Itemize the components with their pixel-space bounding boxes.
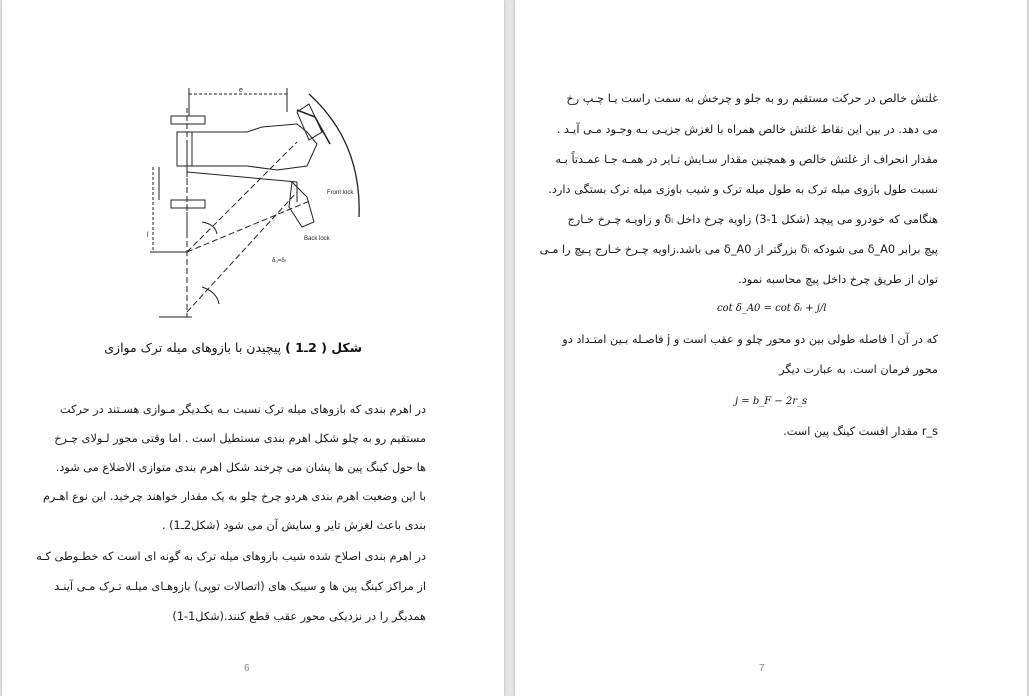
text-line-6: پیچ برابر δ_A0 می شودکه δᵢ بزرگتر از δ_A0 می باشد.زاویه چـرخ خـارج پـیچ را مـی (539, 243, 938, 256)
caption-text: پیچیدن با بازوهای میله ترک موازی (104, 340, 282, 355)
angle-label: δ₀=δᵢ (272, 258, 286, 264)
dim-l-label: l (147, 232, 149, 239)
formula-j: j = b_F − 2r_s (735, 396, 808, 407)
text-line-9: محور فرمان است. به عبارت دیگر (779, 363, 938, 376)
text-line-8: که در آن l فاصله طولی بین دو محور چلو و عقب است و j فاصـله بـین امتـداد دو (562, 333, 938, 346)
text-line-2: می دهد. در بین این نقاط غلتش خالص همراه با لغزش جزیـی بـه وجـود مـی آیـد . (556, 123, 938, 136)
front-lock-label: Front lock (327, 190, 354, 196)
right-page (515, 0, 1027, 696)
steering-linkage-figure (147, 82, 372, 322)
text-line-7: توان از طریق چرخ داخل پیچ محاسبه نمود. (738, 273, 938, 286)
text-line-10: r_s مقدار افست کینگ پین است. (783, 425, 938, 438)
text-line-4: نسبت طول بازوی میله ترک به طول میله ترک و شیب باوزی میله ترک بستگی دارد. (548, 183, 938, 196)
text-line-5: هنگامی که خودرو می پیچد (شکل 1-3) زاویه چرخ داخل δᵢ و زاویـه چـرخ خـارج (567, 213, 938, 226)
caption-prefix: شکل ( 2ـ1 ) (285, 340, 362, 355)
paragraph-2-line-2: از مراکز کینگ پین ها و سیبک های (اتصالات توپی) بازوهـای میلـه تـرک مـی آینـد (54, 580, 426, 593)
paragraph-1-line-5: بندی باعث لغزش تایر و سایش آن می شود (شکل2ـ1) . (161, 519, 426, 532)
paragraph-1-line-4: با این وضعیت اهرم بندی هردو چرخ چلو به یک مقدار خواهند چرخید. این نوع اهـرم (42, 490, 426, 503)
paragraph-1-line-1: در اهرم بندی که بازوهای میله ترک نسبت بـه یکـدیگر مـوازی هسـتند در حرکت (59, 403, 426, 416)
formula-cot: cot δ_A0 = cot δᵢ + j/l (717, 303, 827, 314)
paragraph-1-line-3: ها حول کینگ پین ها پشان می چرخند شکل اهرم بندی متوازی الاضلاع می شود. (55, 461, 426, 474)
page-number: 7 (759, 663, 765, 674)
dim-e-label: e (239, 87, 243, 94)
paragraph-2-line-3: همدیگر را در نزدیکی محور عقب قطع کنند.(شکل1-1) (172, 610, 426, 623)
figure-caption (104, 340, 362, 355)
back-lock-label: Back lock (304, 236, 330, 242)
left-page (2, 0, 504, 696)
text-line-1: غلتش خالص در حرکت مستقیم رو به جلو و چرخش به سمت راست یـا چـپ رخ (566, 92, 938, 105)
page-number: 6 (244, 663, 250, 674)
text-line-3: مقدار انحراف از غلتش خالص و همچنین مقدار سـایش تـایر در همـه جـا عمـدتاً بـه (555, 153, 938, 166)
paragraph-2-line-1: در اهرم بندی اصلاح شده شیب بازوهای میله ترک به گونه ای است که خطـوطی کـه (36, 550, 426, 563)
paragraph-1-line-2: مستقیم رو به چلو شکل اهرم بندی مستطیل است . اما وقتی محور لـولای چـرخ (54, 432, 426, 445)
